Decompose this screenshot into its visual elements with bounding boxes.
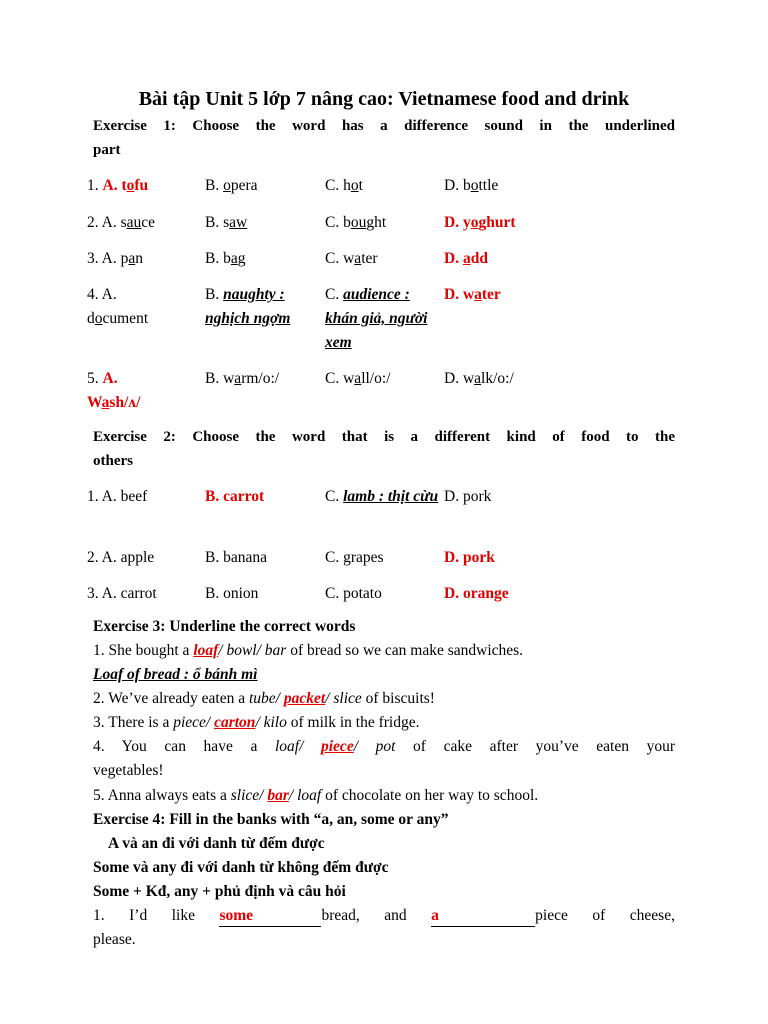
- option-d: D. bottle: [444, 177, 499, 194]
- option-a: 2. A. sauce: [87, 214, 156, 231]
- answer-option: B. carrot: [205, 488, 265, 505]
- exercise2-heading-line1: Exercise 2: Choose the word that is a different kind of food to the: [93, 429, 675, 445]
- option-a: 1. A. beef: [87, 488, 148, 505]
- exercise3-sentence-2: 2. We’ve already eaten a tube/ packet/ slice of biscuits!: [93, 690, 435, 707]
- option-b: B. warm/o:/: [205, 370, 280, 387]
- option-c: C. grapes: [325, 549, 384, 566]
- option-b: B. onion: [205, 585, 259, 602]
- option-b: B. saw: [205, 214, 248, 231]
- answer-option: D. water: [444, 286, 501, 303]
- option-a: 2. A. apple: [87, 549, 155, 566]
- option-c: C. audience : khán giả, người xem: [325, 286, 428, 351]
- option-b: B. banana: [205, 549, 267, 566]
- option-d: D. pork: [444, 488, 492, 505]
- option-a: 4. A. document: [87, 286, 149, 327]
- answer-blank-2[interactable]: a: [431, 906, 535, 927]
- exercise1-heading-line1: Exercise 1: Choose the word has a difference sound in the underlined: [93, 118, 675, 134]
- exercise2-row-2: [87, 546, 687, 586]
- exercise3-sentence-4-cont: vegetables!: [93, 762, 164, 779]
- option-c: C. wall/o:/: [325, 370, 391, 387]
- exercise3-heading: Exercise 3: Underline the correct words: [93, 618, 356, 635]
- exercise1-row-4: [87, 283, 687, 359]
- answer-option: D. pork: [444, 549, 495, 566]
- option-b: B. naughty : nghịch ngợm: [205, 286, 291, 327]
- answer-option: D. add: [444, 250, 488, 267]
- option-c: C. water: [325, 250, 378, 267]
- option-a: [87, 174, 202, 198]
- exercise1-heading-line2: part: [93, 142, 121, 158]
- exercise2-row-1: [87, 485, 687, 535]
- exercise1-heading: [93, 114, 675, 162]
- exercise1-row-3: [87, 247, 687, 287]
- exercise3-sentence-5: 5. Anna always eats a slice/ bar/ loaf of chocolate on her way to school.: [93, 787, 539, 804]
- answer-option: D. yoghurt: [444, 214, 516, 231]
- exercise3-sentence-3: 3. There is a piece/ carton/ kilo of milk in the fridge.: [93, 714, 420, 731]
- exercise4-heading: Exercise 4: Fill in the banks with “a, an, some or any”: [93, 811, 449, 828]
- exercise3-sentence-1: 1. She bought a loaf/ bowl/ bar of bread so we can make sandwiches.: [93, 642, 524, 659]
- answer-blank-1[interactable]: some: [219, 906, 321, 927]
- option-a: 3. A. pan: [87, 250, 143, 267]
- exercise1-row-2: [87, 211, 687, 251]
- page-title: Bài tập Unit 5 lớp 7 nâng cao: Vietnamese food and drink: [138, 88, 630, 110]
- option-a: 5. A. Wash/ʌ/: [87, 370, 141, 411]
- item-number: 1.: [87, 177, 99, 194]
- exercise2-heading: [93, 425, 675, 473]
- exercise4-sentence-1: 1. I’d like some bread, and a piece of cheese,: [93, 904, 675, 928]
- option-b: B. opera: [205, 177, 258, 194]
- answer-option: D. orange: [444, 585, 509, 602]
- exercise2-heading-line2: others: [93, 453, 133, 469]
- option-c: C. bought: [325, 214, 387, 231]
- option-c: C. lamb : thịt cừu: [325, 488, 439, 505]
- option-a: 3. A. carrot: [87, 585, 157, 602]
- exercise4-rule-2: Some và any đi với danh từ không đếm được: [93, 859, 389, 876]
- option-c: C. hot: [325, 177, 363, 194]
- exercise4-rule-3: Some + Kđ, any + phủ định và câu hỏi: [93, 883, 346, 900]
- exercise1-row-1: [87, 174, 687, 214]
- answer-option: A. tofu: [102, 177, 149, 194]
- exercise1-row-5: [87, 367, 687, 417]
- option-b: B. bag: [205, 250, 246, 267]
- exercise4-rule-1: A và an đi với danh từ đếm được: [108, 835, 325, 852]
- option-c: C. potato: [325, 585, 382, 602]
- exercise3-note: Loaf of bread : ổ bánh mì: [93, 666, 258, 683]
- exercise3-sentence-4: 4. You can have a loaf/ piece/ pot of cake after you’ve eaten your: [93, 738, 675, 755]
- exercise4-sentence-1-cont: please.: [93, 931, 136, 948]
- option-d: D. walk/o:/: [444, 370, 514, 387]
